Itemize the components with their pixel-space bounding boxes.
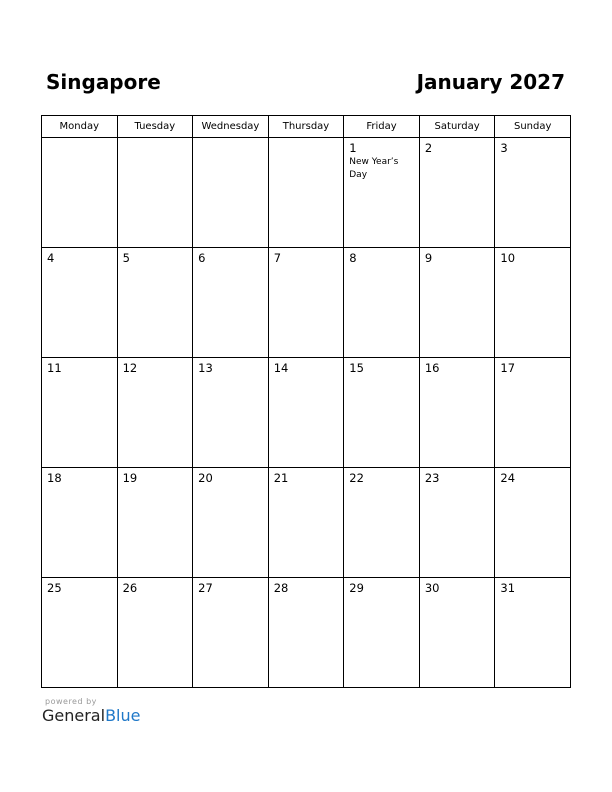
day-number: 21	[273, 471, 289, 485]
day-cell	[344, 468, 420, 578]
weekday-thursday: Thursday	[268, 116, 344, 138]
brand-logo	[42, 706, 140, 725]
day-number: 10	[500, 251, 516, 265]
day-cell	[344, 578, 420, 688]
day-number: 23	[424, 471, 440, 485]
day-number: 26	[122, 581, 138, 595]
week-row	[42, 248, 571, 358]
week-row	[42, 468, 571, 578]
day-cell	[42, 248, 118, 358]
day-cell	[268, 578, 344, 688]
week-row	[42, 358, 571, 468]
weekday-wednesday: Wednesday	[193, 116, 269, 138]
weekday-header-row	[42, 116, 571, 138]
weekday-sunday: Sunday	[495, 116, 571, 138]
day-cell	[42, 358, 118, 468]
day-cell	[419, 468, 495, 578]
day-number: 6	[198, 251, 206, 265]
day-number: 20	[198, 471, 213, 485]
day-number: 18	[47, 471, 62, 485]
powered-by-text: powered by	[45, 697, 97, 706]
day-cell	[344, 358, 420, 468]
day-number: 24	[500, 471, 516, 485]
weekday-saturday: Saturday	[419, 116, 495, 138]
week-row	[42, 578, 571, 688]
day-number	[269, 138, 344, 141]
day-number	[193, 138, 268, 141]
day-number: 7	[273, 251, 282, 265]
day-cell	[42, 578, 118, 688]
day-number: 3	[500, 141, 508, 155]
calendar-grid	[41, 115, 571, 688]
day-number: 12	[122, 361, 138, 375]
day-cell	[193, 578, 269, 688]
brand-blue: Blue	[105, 706, 141, 725]
brand-general: General	[42, 706, 106, 725]
region-title: Singapore	[46, 70, 161, 94]
day-number	[42, 138, 117, 141]
day-cell	[495, 248, 571, 358]
day-cell	[495, 138, 571, 248]
day-cell	[344, 248, 420, 358]
day-number: 1	[349, 141, 357, 155]
day-cell	[193, 138, 269, 248]
day-cell	[419, 358, 495, 468]
day-number: 9	[424, 251, 433, 265]
day-cell	[117, 468, 193, 578]
day-cell	[117, 248, 193, 358]
day-cell	[419, 248, 495, 358]
day-cell	[42, 468, 118, 578]
day-number: 14	[273, 361, 289, 375]
day-cell	[344, 138, 420, 248]
day-cell	[117, 358, 193, 468]
day-number	[118, 138, 193, 141]
day-number: 19	[122, 471, 138, 485]
day-number: 15	[349, 361, 364, 375]
day-cell	[419, 578, 495, 688]
day-number: 16	[424, 361, 440, 375]
day-number: 30	[424, 581, 440, 595]
day-number: 13	[198, 361, 213, 375]
day-cell	[193, 248, 269, 358]
day-number: 5	[122, 251, 130, 265]
day-number: 17	[500, 361, 516, 375]
day-number: 11	[47, 361, 62, 375]
day-number: 27	[198, 581, 213, 595]
day-cell	[193, 358, 269, 468]
day-cell	[495, 358, 571, 468]
weekday-monday: Monday	[42, 116, 118, 138]
day-number: 2	[424, 141, 433, 155]
week-row	[42, 138, 571, 248]
day-cell	[42, 138, 118, 248]
holiday-label: New Year’s Day	[349, 157, 399, 180]
day-number: 22	[349, 471, 364, 485]
day-number: 4	[47, 251, 55, 265]
day-number: 31	[500, 581, 516, 595]
day-cell	[268, 248, 344, 358]
day-cell	[268, 468, 344, 578]
footer	[42, 697, 140, 725]
weekday-friday: Friday	[344, 116, 420, 138]
day-cell	[495, 578, 571, 688]
day-number: 8	[349, 251, 357, 265]
day-cell	[419, 138, 495, 248]
month-title: January 2027	[416, 70, 565, 94]
day-cell	[495, 468, 571, 578]
weekday-tuesday: Tuesday	[117, 116, 193, 138]
day-cell	[268, 138, 344, 248]
day-cell	[268, 358, 344, 468]
day-number: 28	[273, 581, 289, 595]
day-number: 25	[47, 581, 62, 595]
day-cell	[193, 468, 269, 578]
day-cell	[117, 138, 193, 248]
day-cell	[117, 578, 193, 688]
day-number: 29	[349, 581, 364, 595]
